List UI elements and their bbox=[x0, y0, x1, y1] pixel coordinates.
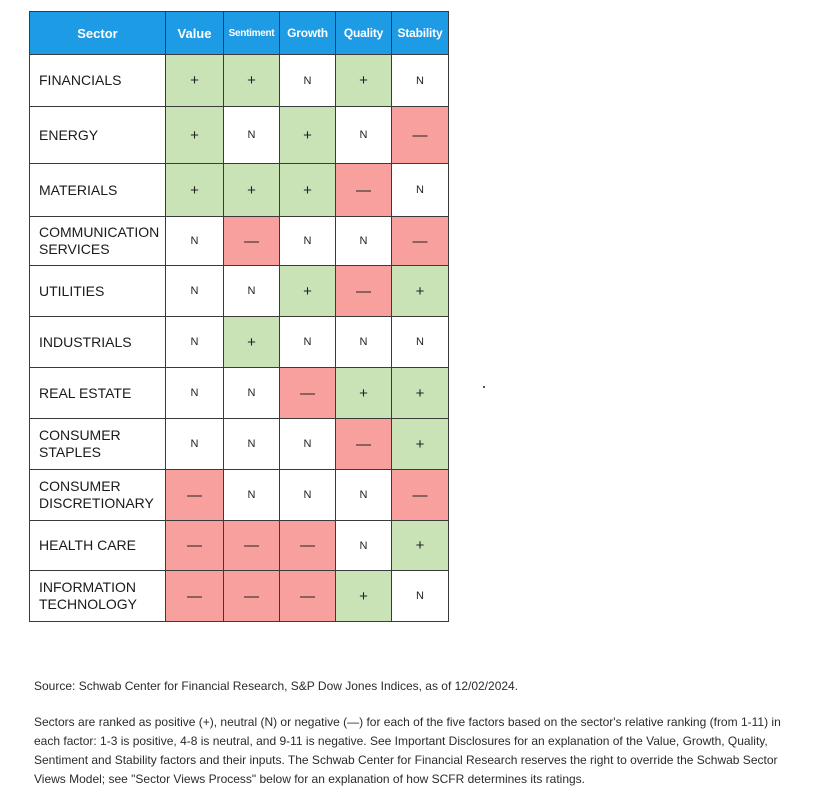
rating-cell-sentiment bbox=[224, 571, 280, 622]
rating-cell-value bbox=[166, 368, 224, 419]
rating-cell-quality bbox=[336, 317, 392, 368]
rating-cell-quality bbox=[336, 107, 392, 164]
rating-symbol-negative: — bbox=[412, 232, 428, 250]
rating-cell-value bbox=[166, 521, 224, 571]
rating-symbol-negative: — bbox=[412, 486, 428, 504]
rating-symbol-positive: + bbox=[303, 126, 312, 144]
rating-cell-quality bbox=[336, 470, 392, 521]
table-row bbox=[30, 470, 449, 521]
table-row bbox=[30, 266, 449, 317]
rating-cell-stability bbox=[392, 419, 449, 470]
rating-symbol-positive: + bbox=[190, 126, 199, 144]
rating-cell-value bbox=[166, 266, 224, 317]
rating-cell-growth bbox=[280, 164, 336, 217]
sector-name-line: CONSUMER bbox=[39, 427, 121, 443]
rating-symbol-positive: + bbox=[359, 384, 368, 402]
rating-cell-sentiment bbox=[224, 266, 280, 317]
sector-name-line: COMMUNICATION bbox=[39, 224, 160, 240]
rating-symbol-neutral: N bbox=[190, 285, 199, 297]
column-header-stability: Stability bbox=[392, 12, 449, 55]
rating-cell-value bbox=[166, 470, 224, 521]
rating-symbol-negative: — bbox=[244, 537, 259, 554]
rating-symbol-negative: — bbox=[356, 181, 371, 199]
rating-cell-stability bbox=[392, 317, 449, 368]
rating-symbol-neutral: N bbox=[303, 336, 312, 348]
rating-cell-sentiment bbox=[224, 521, 280, 571]
rating-cell-growth bbox=[280, 55, 336, 107]
rating-symbol-neutral: N bbox=[359, 129, 368, 141]
table-row bbox=[30, 419, 449, 470]
sector-name-line: DISCRETIONARY bbox=[39, 495, 154, 511]
rating-cell-stability bbox=[392, 571, 449, 622]
sector-name-cell bbox=[30, 317, 166, 368]
rating-cell-stability bbox=[392, 368, 449, 419]
table-row bbox=[30, 571, 449, 622]
sector-name-cell bbox=[30, 368, 166, 419]
rating-cell-stability bbox=[392, 107, 449, 164]
rating-symbol-negative: — bbox=[412, 126, 428, 144]
rating-symbol-negative: — bbox=[300, 384, 315, 402]
rating-symbol-neutral: N bbox=[190, 438, 199, 450]
rating-symbol-positive: + bbox=[247, 333, 256, 351]
sector-name-line: UTILITIES bbox=[39, 282, 105, 299]
rating-cell-growth bbox=[280, 521, 336, 571]
rating-symbol-neutral: N bbox=[190, 387, 199, 399]
rating-symbol-neutral: N bbox=[303, 74, 312, 87]
rating-cell-stability bbox=[392, 521, 449, 571]
column-header-sentiment: Sentiment bbox=[224, 12, 280, 55]
rating-symbol-neutral: N bbox=[247, 129, 256, 141]
rating-symbol-neutral: N bbox=[359, 336, 368, 348]
rating-cell-growth bbox=[280, 470, 336, 521]
rating-cell-value bbox=[166, 55, 224, 107]
rating-symbol-neutral: N bbox=[416, 184, 424, 196]
table-row bbox=[30, 217, 449, 266]
rating-cell-value bbox=[166, 419, 224, 470]
sector-name-line: STAPLES bbox=[39, 444, 101, 460]
rating-symbol-negative: — bbox=[187, 537, 202, 554]
rating-cell-sentiment bbox=[224, 368, 280, 419]
rating-symbol-positive: + bbox=[359, 72, 368, 89]
table-row bbox=[30, 317, 449, 368]
rating-symbol-positive: + bbox=[303, 282, 312, 300]
column-header-sector: Sector bbox=[30, 12, 166, 55]
sector-name-line: CONSUMER bbox=[39, 478, 121, 494]
table-row bbox=[30, 55, 449, 107]
rating-symbol-neutral: N bbox=[190, 336, 199, 348]
rating-symbol-neutral: N bbox=[416, 336, 424, 348]
rating-symbol-neutral: N bbox=[303, 489, 312, 501]
rating-cell-value bbox=[166, 571, 224, 622]
rating-cell-value bbox=[166, 217, 224, 266]
rating-cell-quality bbox=[336, 217, 392, 266]
rating-symbol-neutral: N bbox=[359, 489, 368, 501]
sector-name-cell bbox=[30, 217, 166, 266]
rating-cell-value bbox=[166, 317, 224, 368]
sector-name-line: REAL ESTATE bbox=[39, 384, 132, 401]
rating-symbol-neutral: N bbox=[416, 590, 424, 602]
rating-cell-growth bbox=[280, 317, 336, 368]
sector-name-cell bbox=[30, 164, 166, 217]
table-row bbox=[30, 368, 449, 419]
rating-cell-sentiment bbox=[224, 419, 280, 470]
rating-symbol-negative: — bbox=[244, 232, 259, 250]
sector-name-line: ENERGY bbox=[39, 126, 99, 143]
methodology-note: Sectors are ranked as positive (+), neutral (N) or negative (—) for each of the five factors based on the sector's relative ranking (from 1-11) in each factor: 1-3 is positive, 4-8 is neutral, and 9-11 is negative. See Important Disclosures for an explanation of the Value, Growth, Quality, Sentiment and Stability factors and their inputs. The Schwab Center for Financial Research reserves the right to override the Schwab Sector Views Model; see "Sector Views Process" below for an explanation of how SCFR determines its ratings. bbox=[34, 715, 781, 786]
rating-symbol-neutral: N bbox=[247, 387, 256, 399]
rating-cell-sentiment bbox=[224, 317, 280, 368]
column-header-growth: Growth bbox=[280, 12, 336, 55]
column-header-value: Value bbox=[166, 12, 224, 55]
table-row bbox=[30, 164, 449, 217]
table-row bbox=[30, 107, 449, 164]
rating-cell-value bbox=[166, 164, 224, 217]
rating-cell-quality bbox=[336, 571, 392, 622]
rating-symbol-positive: + bbox=[415, 537, 425, 554]
sector-name-line: INFORMATION bbox=[39, 579, 136, 595]
table-header-row bbox=[30, 12, 449, 55]
sector-name-line: MATERIALS bbox=[39, 181, 118, 198]
rating-symbol-positive: + bbox=[190, 181, 199, 199]
rating-cell-sentiment bbox=[224, 470, 280, 521]
rating-symbol-neutral: N bbox=[247, 285, 256, 297]
rating-cell-stability bbox=[392, 55, 449, 107]
rating-symbol-negative: — bbox=[244, 587, 259, 605]
rating-symbol-positive: + bbox=[359, 587, 368, 605]
table-body bbox=[30, 55, 449, 622]
rating-symbol-neutral: N bbox=[303, 438, 312, 450]
rating-symbol-neutral: N bbox=[190, 235, 199, 247]
rating-cell-sentiment bbox=[224, 217, 280, 266]
sector-name-line: FINANCIALS bbox=[39, 72, 122, 88]
sector-name-cell bbox=[30, 266, 166, 317]
sector-name-line: HEALTH CARE bbox=[39, 537, 136, 553]
rating-cell-stability bbox=[392, 266, 449, 317]
sector-name-line: INDUSTRIALS bbox=[39, 333, 132, 350]
rating-symbol-positive: + bbox=[415, 384, 425, 402]
rating-symbol-negative: — bbox=[356, 282, 371, 300]
sector-name-cell bbox=[30, 107, 166, 164]
rating-cell-quality bbox=[336, 368, 392, 419]
rating-cell-stability bbox=[392, 217, 449, 266]
sector-name-cell bbox=[30, 419, 166, 470]
rating-symbol-negative: — bbox=[187, 486, 202, 504]
rating-cell-growth bbox=[280, 419, 336, 470]
rating-cell-stability bbox=[392, 164, 449, 217]
rating-symbol-positive: + bbox=[415, 282, 425, 300]
rating-cell-sentiment bbox=[224, 55, 280, 107]
rating-symbol-positive: + bbox=[303, 181, 312, 199]
sector-name-cell bbox=[30, 55, 166, 107]
rating-cell-value bbox=[166, 107, 224, 164]
rating-cell-growth bbox=[280, 368, 336, 419]
rating-cell-quality bbox=[336, 266, 392, 317]
rating-cell-sentiment bbox=[224, 107, 280, 164]
rating-symbol-neutral: N bbox=[416, 74, 424, 87]
rating-cell-quality bbox=[336, 521, 392, 571]
rating-symbol-neutral: N bbox=[359, 235, 368, 247]
rating-symbol-neutral: N bbox=[359, 539, 368, 552]
rating-cell-quality bbox=[336, 164, 392, 217]
rating-cell-growth bbox=[280, 266, 336, 317]
sector-name-line: TECHNOLOGY bbox=[39, 596, 138, 612]
rating-cell-quality bbox=[336, 419, 392, 470]
rating-symbol-neutral: N bbox=[247, 438, 256, 450]
table-row bbox=[30, 521, 449, 571]
rating-cell-growth bbox=[280, 571, 336, 622]
rating-cell-growth bbox=[280, 217, 336, 266]
rating-symbol-neutral: N bbox=[303, 235, 312, 247]
rating-symbol-positive: + bbox=[190, 72, 199, 89]
sector-name-cell bbox=[30, 521, 166, 571]
rating-symbol-negative: — bbox=[356, 435, 371, 453]
rating-cell-sentiment bbox=[224, 164, 280, 217]
rating-cell-quality bbox=[336, 55, 392, 107]
rating-symbol-positive: + bbox=[415, 435, 425, 453]
sector-factor-table bbox=[29, 11, 449, 622]
rating-symbol-positive: + bbox=[247, 181, 256, 199]
rating-cell-growth bbox=[280, 107, 336, 164]
sector-name-cell bbox=[30, 571, 166, 622]
rating-symbol-negative: — bbox=[300, 587, 315, 605]
sector-name-line: SERVICES bbox=[39, 241, 110, 257]
rating-cell-stability bbox=[392, 470, 449, 521]
rating-symbol-negative: — bbox=[300, 537, 315, 554]
stray-dot bbox=[483, 386, 485, 388]
column-header-quality: Quality bbox=[336, 12, 392, 55]
source-note: Source: Schwab Center for Financial Research, S&P Dow Jones Indices, as of 12/02/2024. bbox=[34, 679, 519, 693]
rating-symbol-negative: — bbox=[187, 587, 202, 605]
rating-symbol-neutral: N bbox=[247, 489, 256, 501]
sector-name-cell bbox=[30, 470, 166, 521]
rating-symbol-positive: + bbox=[247, 72, 256, 89]
